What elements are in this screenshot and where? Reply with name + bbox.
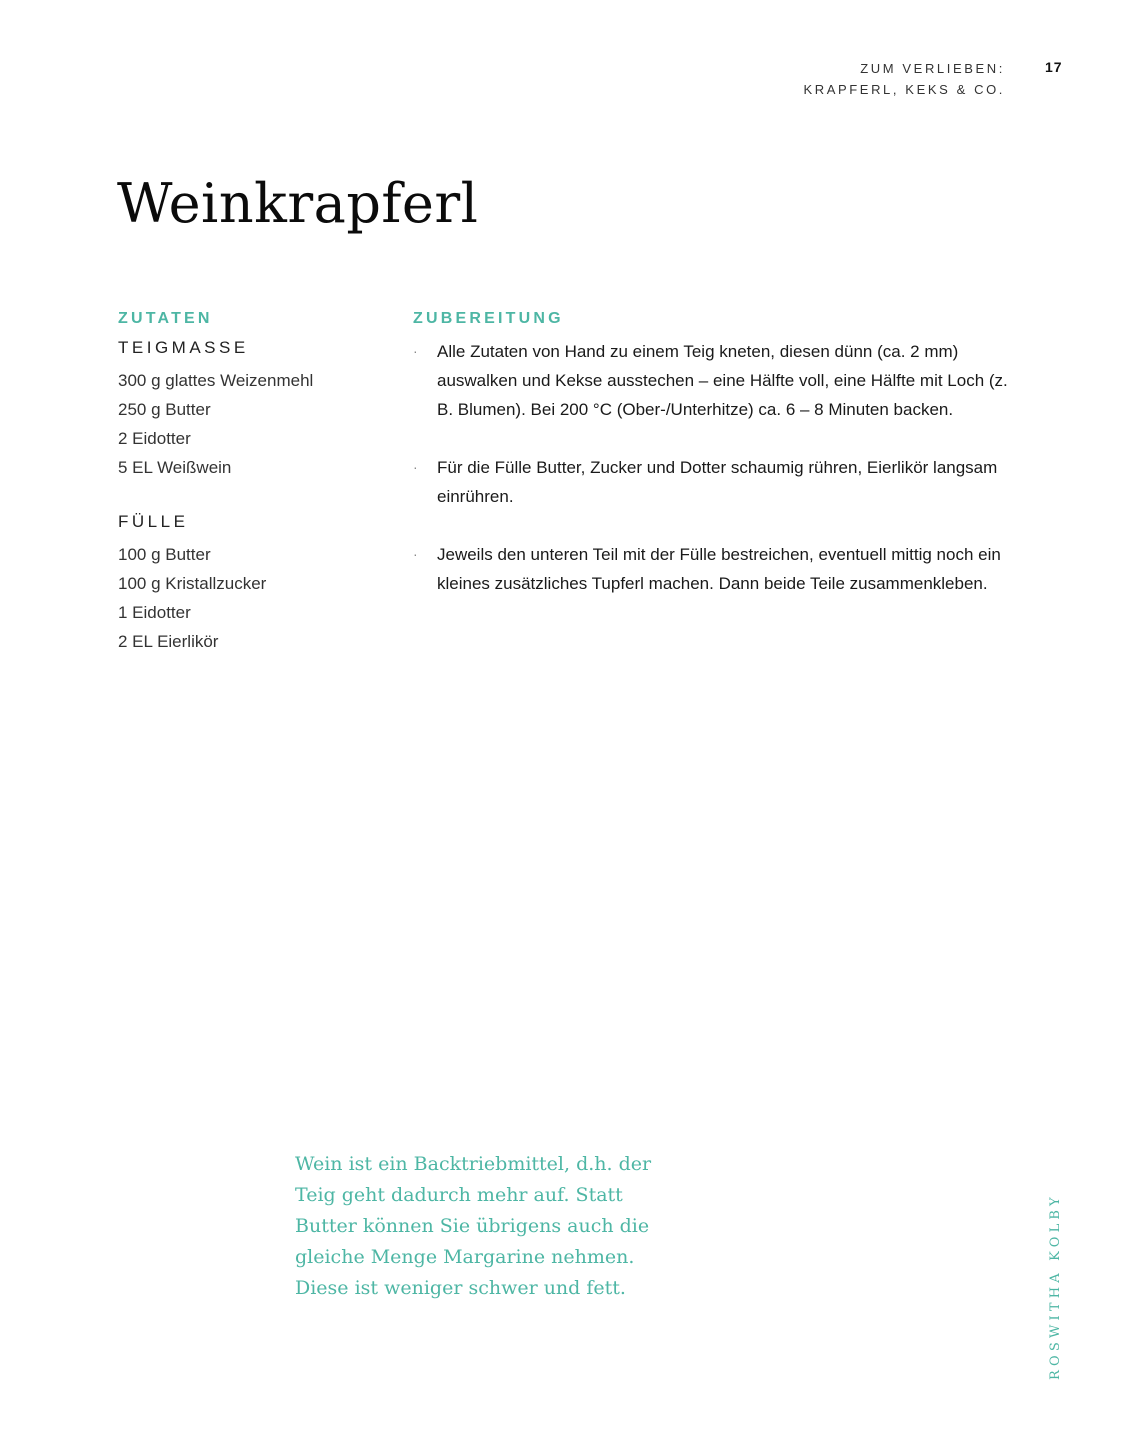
group-spacer	[118, 482, 388, 511]
bullet-icon: ·	[413, 343, 418, 359]
page-number: 17	[1045, 59, 1063, 75]
ingredient-item: 2 EL Eierlikör	[118, 632, 219, 651]
author-name: ROSWITHA KOLBY	[1048, 1193, 1063, 1380]
ingredient-list-teigmasse	[118, 366, 388, 482]
ingredient-item: 5 EL Weißwein	[118, 458, 232, 477]
ingredient-item: 100 g Butter	[118, 545, 211, 564]
preparation-heading: ZUBEREITUNG	[413, 310, 564, 327]
ingredients-heading: ZUTATEN	[118, 310, 213, 327]
preparation-step	[413, 453, 1013, 511]
step-text: Alle Zutaten von Hand zu einem Teig kneten, diesen dünn (ca. 2 mm) auswalken und Kekse ausstechen – eine Hälfte voll, eine Hälfte mit Loch (z. B. Blumen). Bei 200 °C (Ober-/Unterhitze) ca. 6 – 8 Minuten backen.	[437, 342, 1008, 419]
ingredient-item: 250 g Butter	[118, 400, 211, 419]
running-head-line-2: KRAPFERL, KEKS & CO.	[803, 82, 1005, 97]
preparation-column	[413, 308, 1013, 627]
ingredient-list-fuelle	[118, 540, 388, 656]
ingredients-column	[118, 308, 388, 656]
ingredient-group-label: TEIGMASSE	[118, 338, 249, 357]
step-text: Für die Fülle Butter, Zucker und Dotter schaumig rühren, Eierlikör langsam einrühren.	[437, 458, 998, 506]
ingredient-item: 100 g Kristallzucker	[118, 574, 267, 593]
ingredient-item: 300 g glattes Weizenmehl	[118, 371, 314, 390]
bullet-icon: ·	[413, 546, 418, 562]
ingredient-item: 1 Eidotter	[118, 603, 191, 622]
running-head-line-1: ZUM VERLIEBEN:	[860, 61, 1005, 76]
recipe-title: Weinkrapferl	[117, 172, 479, 235]
ingredient-group-label: FÜLLE	[118, 512, 189, 531]
tip-text: Wein ist ein Backtriebmittel, d.h. der Teig geht dadurch mehr auf. Statt Butter können Sie übrigens auch die gleiche Menge Margarine nehmen. Diese ist weniger schwer und fett.	[295, 1153, 652, 1299]
preparation-step	[413, 337, 1013, 424]
ingredient-item: 2 Eidotter	[118, 429, 191, 448]
preparation-step	[413, 540, 1013, 598]
preparation-steps	[413, 337, 1013, 598]
bullet-icon: ·	[413, 459, 418, 475]
step-text: Jeweils den unteren Teil mit der Fülle bestreichen, eventuell mittig noch ein kleines zusätzliches Tupferl machen. Dann beide Teile zusammenkleben.	[437, 545, 1001, 593]
running-head	[803, 58, 1005, 100]
